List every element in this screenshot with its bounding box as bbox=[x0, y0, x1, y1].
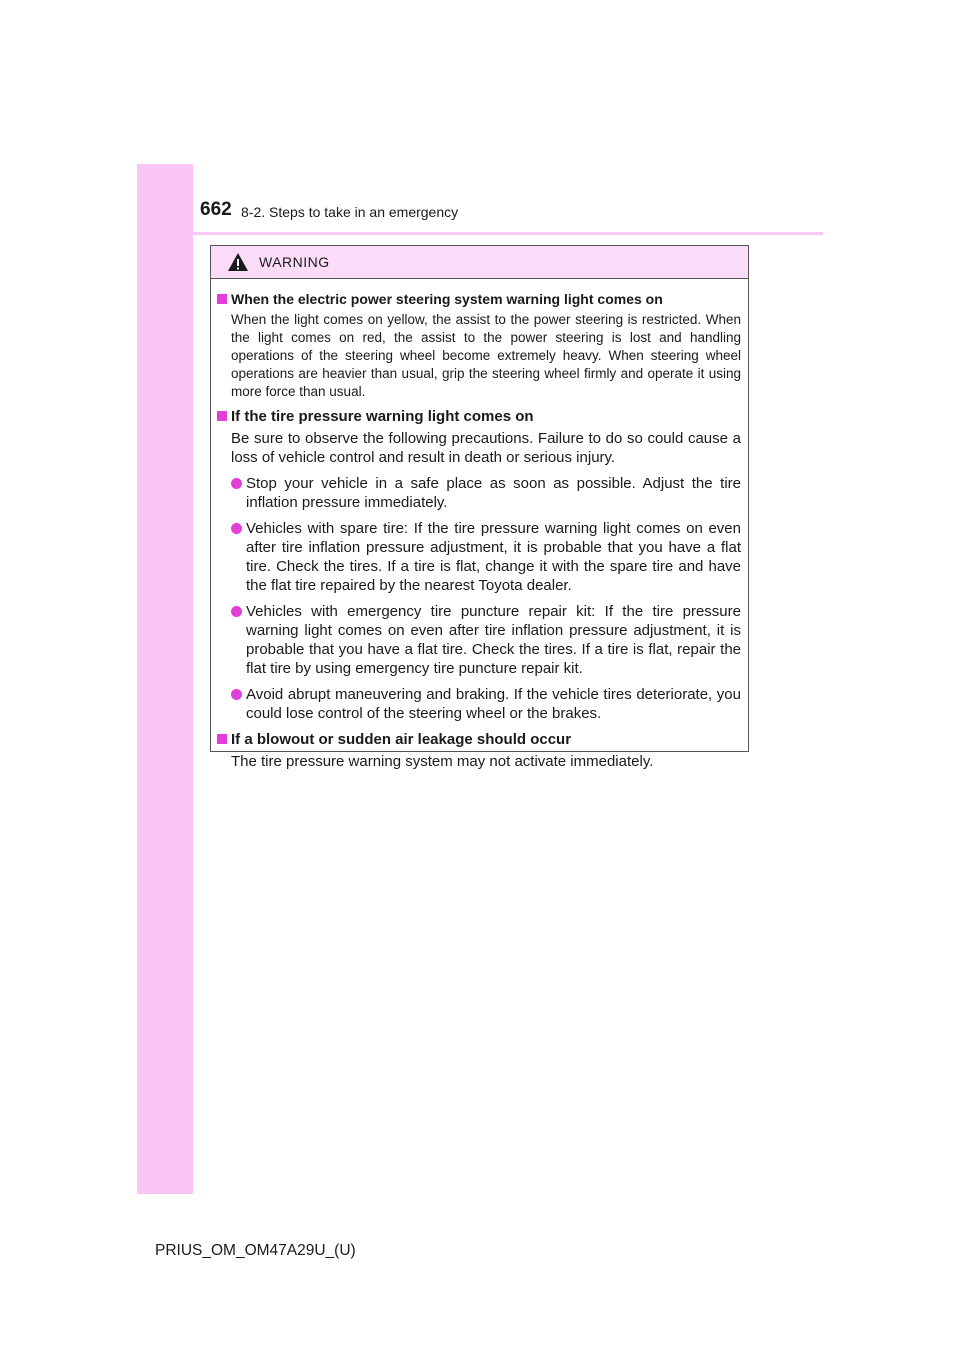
list-item-text: Avoid abrupt maneuvering and braking. If the vehicle tires deteriorate, you could lose control of the steering wheel or the brakes. bbox=[246, 686, 741, 722]
section-heading bbox=[217, 290, 741, 308]
page-number: 662 bbox=[200, 199, 232, 220]
side-tab-strip bbox=[137, 164, 193, 1194]
list-item bbox=[217, 685, 741, 723]
list-item-text: Stop your vehicle in a safe place as soon as possible. Adjust the tire inflation pressure immediately. bbox=[246, 475, 741, 511]
section-heading-text: If the tire pressure warning light comes on bbox=[231, 408, 534, 425]
round-bullet-icon bbox=[231, 689, 242, 700]
section-heading bbox=[217, 407, 741, 426]
warning-body bbox=[211, 279, 748, 771]
warning-triangle-icon bbox=[227, 252, 249, 272]
round-bullet-icon bbox=[231, 606, 242, 617]
section-paragraph: The tire pressure warning system may not activate immediately. bbox=[231, 753, 654, 770]
round-bullet-icon bbox=[231, 478, 242, 489]
section-heading-text: When the electric power steering system warning light comes on bbox=[231, 291, 663, 307]
list-item bbox=[217, 602, 741, 678]
round-bullet-icon bbox=[231, 523, 242, 534]
section-heading bbox=[217, 730, 741, 749]
warning-box bbox=[210, 245, 749, 770]
square-bullet-icon bbox=[217, 411, 227, 421]
section-paragraph: Be sure to observe the following precautions. Failure to do so could cause a loss of vehicle control and result in death or serious injury. bbox=[231, 430, 741, 466]
document-code: PRIUS_OM_OM47A29U_(U) bbox=[155, 1242, 356, 1259]
warning-label: WARNING bbox=[259, 254, 330, 270]
warning-header bbox=[211, 246, 748, 279]
list-item-text: Vehicles with emergency tire puncture repair kit: If the tire pressure warning light comes on even after tire inflation pressure adjustment, it is probable that you have a flat tire. Check the tires. If a tire is flat, repair the flat tire by using emergency tire puncture repair kit. bbox=[246, 603, 741, 677]
list-item bbox=[217, 474, 741, 512]
section-heading-text: If a blowout or sudden air leakage should occur bbox=[231, 731, 572, 748]
list-item bbox=[217, 519, 741, 595]
square-bullet-icon bbox=[217, 294, 227, 304]
section-title: 8-2. Steps to take in an emergency bbox=[241, 204, 459, 220]
section-paragraph: When the light comes on yellow, the assist to the power steering is restricted. When the light comes on red, the assist to the power steering is lost and handling operations of the steering wheel become extremely heavy. When steering wheel operations are heavier than usual, grip the steering wheel firmly and operate it using more force than usual. bbox=[231, 312, 741, 399]
header-divider bbox=[193, 232, 823, 235]
square-bullet-icon bbox=[217, 734, 227, 744]
list-item-text: Vehicles with spare tire: If the tire pressure warning light comes on even after tire inflation pressure adjustment, it is probable that you have a flat tire. Check the tires. If a tire is flat, change it with the spare tire and have the flat tire repaired by the nearest Toyota dealer. bbox=[246, 520, 741, 594]
